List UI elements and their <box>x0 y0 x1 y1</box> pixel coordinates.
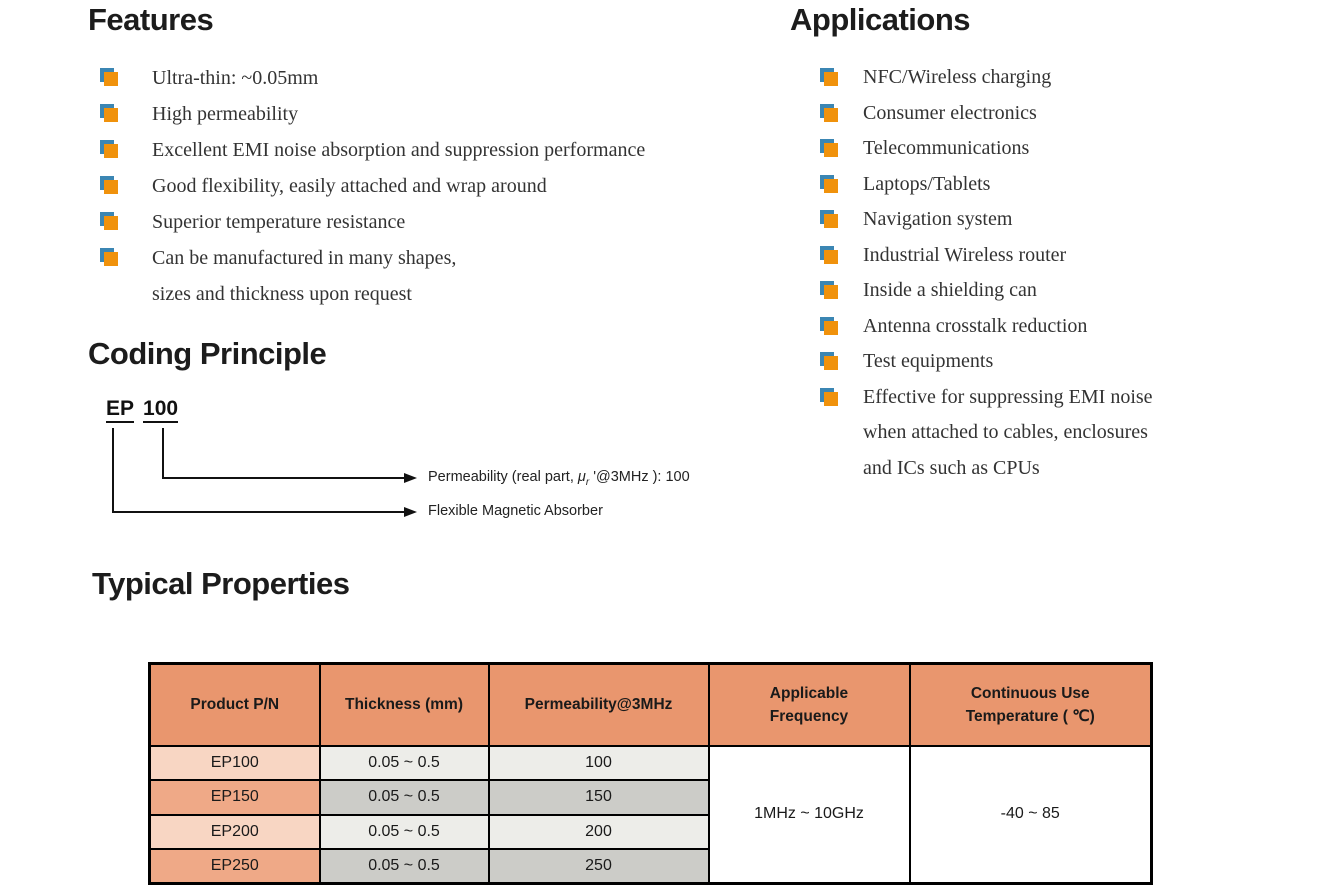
absorber-arrow-label: Flexible Magnetic Absorber <box>428 503 603 519</box>
features-list <box>100 60 645 312</box>
cell-permeability: 200 <box>489 815 709 850</box>
column-header-applicable-frequency: Applicable Frequency <box>709 664 910 746</box>
column-header-permeability: Permeability@3MHz <box>489 664 709 746</box>
cell-thickness: 0.05 ~ 0.5 <box>320 780 489 815</box>
square-bullet-icon <box>100 68 119 87</box>
square-bullet-icon <box>820 317 839 336</box>
application-text-line3: and ICs such as CPUs <box>863 456 1040 479</box>
application-text: Laptops/Tablets <box>863 172 991 195</box>
coding-principle-heading: Coding Principle <box>88 336 327 371</box>
permeability-arrow-label: Permeability (real part, $\mu_r$ '@3MHz ): 100 <box>428 469 690 488</box>
list-item <box>820 380 1153 487</box>
code-prefix: EP <box>106 397 134 423</box>
cell-thickness: 0.05 ~ 0.5 <box>320 815 489 850</box>
cell-product-pn: EP100 <box>150 746 320 781</box>
cell-permeability: 250 <box>489 849 709 884</box>
cell-product-pn: EP200 <box>150 815 320 850</box>
typical-properties-heading: Typical Properties <box>92 566 350 601</box>
square-bullet-icon <box>100 212 119 231</box>
square-bullet-icon <box>100 176 119 195</box>
application-text: Antenna crosstalk reduction <box>863 314 1088 337</box>
column-header-continuous-use-temperature: Continuous Use Temperature ( ℃) <box>910 664 1152 746</box>
arrow-right-icon <box>404 507 417 517</box>
list-item <box>820 131 1153 167</box>
arrow-right-icon <box>404 473 417 483</box>
application-text-line2: when attached to cables, enclosures <box>863 421 1148 443</box>
cell-continuous-use-temperature: -40 ~ 85 <box>910 746 1152 884</box>
square-bullet-icon <box>820 281 839 300</box>
application-text-line1: Effective for suppressing EMI noise <box>863 385 1153 408</box>
coding-principle-section <box>88 336 326 372</box>
square-bullet-icon <box>100 140 119 159</box>
coding-principle-diagram <box>88 395 818 535</box>
application-text: Inside a shielding can <box>863 279 1037 301</box>
square-bullet-icon <box>820 104 839 123</box>
feature-text: Excellent EMI noise absorption and suppression performance <box>152 139 646 161</box>
list-item <box>820 273 1153 309</box>
application-text: Industrial Wireless router <box>863 243 1067 266</box>
application-text: Test equipments <box>863 350 994 372</box>
square-bullet-icon <box>820 68 839 87</box>
cell-applicable-frequency: 1MHz ~ 10GHz <box>709 746 910 884</box>
cell-thickness: 0.05 ~ 0.5 <box>320 849 489 884</box>
cell-thickness: 0.05 ~ 0.5 <box>320 746 489 781</box>
list-item <box>100 60 645 96</box>
typical-properties-table <box>148 662 1153 885</box>
application-text: Navigation system <box>863 208 1013 230</box>
square-bullet-icon <box>820 246 839 265</box>
applications-section <box>790 2 970 38</box>
cell-permeability: 150 <box>489 780 709 815</box>
square-bullet-icon <box>820 139 839 158</box>
list-item <box>820 309 1153 345</box>
list-item <box>820 96 1153 132</box>
application-text: Telecommunications <box>863 137 1030 159</box>
table-row <box>150 746 1152 781</box>
feature-text: Superior temperature resistance <box>152 211 406 233</box>
cell-product-pn: EP150 <box>150 780 320 815</box>
column-header-product-pn: Product P/N <box>150 664 320 746</box>
features-heading: Features <box>88 2 214 37</box>
square-bullet-icon <box>820 388 839 407</box>
features-section <box>88 2 213 38</box>
typical-properties-section <box>92 566 349 602</box>
list-item <box>820 344 1153 380</box>
application-text: NFC/Wireless charging <box>863 66 1052 88</box>
square-bullet-icon <box>820 175 839 194</box>
square-bullet-icon <box>820 210 839 229</box>
feature-text-line1: Can be manufactured in many shapes, <box>152 247 457 269</box>
list-item <box>820 167 1153 203</box>
column-header-thickness: Thickness (mm) <box>320 664 489 746</box>
list-item <box>820 202 1153 238</box>
list-item <box>100 204 645 240</box>
feature-text: Ultra-thin: ~0.05mm <box>152 67 319 89</box>
feature-text <box>152 240 456 312</box>
cell-product-pn: EP250 <box>150 849 320 884</box>
table-header-row <box>150 664 1152 746</box>
square-bullet-icon <box>100 248 119 267</box>
square-bullet-icon <box>100 104 119 123</box>
list-item <box>820 238 1153 274</box>
list-item <box>820 60 1153 96</box>
list-item <box>100 96 645 132</box>
application-text: Consumer electronics <box>863 101 1037 124</box>
feature-text: Good flexibility, easily attached and wrap around <box>152 175 547 197</box>
list-item <box>100 240 645 312</box>
feature-text-line2: sizes and thickness upon request <box>152 283 412 305</box>
applications-list <box>820 60 1153 486</box>
cell-permeability: 100 <box>489 746 709 781</box>
list-item <box>100 168 645 204</box>
code-number: 100 <box>143 397 178 423</box>
application-text <box>863 380 1153 487</box>
list-item <box>100 132 645 168</box>
feature-text: High permeability <box>152 103 299 125</box>
square-bullet-icon <box>820 352 839 371</box>
applications-heading: Applications <box>790 2 971 37</box>
